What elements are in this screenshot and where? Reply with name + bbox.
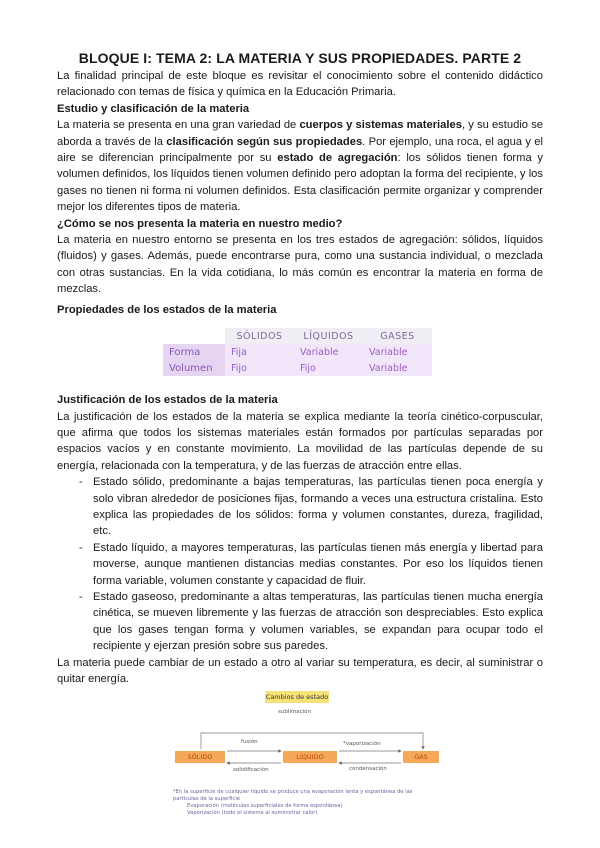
list-item: - Estado líquido, a mayores temperaturas, las partículas tienen más energía y libertad para moverse, aunque mantienen distancias medias constantes. Por eso los líquidos tienen forma variable, volumen constante y capacidad de fluir.	[79, 540, 543, 589]
table-row	[163, 344, 432, 360]
closing-paragraph: La materia puede cambiar de un estado a otro al variar su temperatura, es decir, al suministrar o quitar energía.	[57, 656, 543, 685]
state-gas-box: GAS	[403, 751, 439, 763]
states-table-wrap	[163, 328, 543, 376]
fusion-label: fusión	[241, 739, 258, 746]
list-item: - Estado sólido, predominante a bajas temperaturas, las partículas tienen poca energía y solo vibran alrededor de posiciones fijas, formando a veces una estructura cristalina. Esto explica las propiedades de los sólidos: forma y volumen constantes, dureza, fragilidad, etc.	[79, 474, 543, 540]
table-cell: Fijo	[294, 360, 363, 376]
states-properties-table	[163, 328, 432, 376]
vaporization-label: *vaporización	[343, 741, 381, 748]
condensation-label: condensación	[349, 766, 387, 773]
diagram-note-evaporation: Evaporación (moléculas superficiales de forma espontánea)	[187, 803, 343, 810]
solidification-label: solidificación	[233, 767, 269, 774]
table-row-label: Volumen	[163, 360, 225, 376]
medio-paragraph: La materia en nuestro entorno se presenta en los tres estados de agregación: sólidos, líquidos (fluidos) y gases. Además, puede encontrarse pura, como una sustancia individual, o mezclada con otras sustancias. En la vida cotidiana, lo más común es encontrar la materia en forma de mezclas.	[57, 234, 543, 296]
intro-paragraph: La finalidad principal de este bloque es revisitar el conocimiento sobre el contenido didáctico relacionado con temas de física y química en la Educación Primaria.	[57, 70, 543, 99]
state-liquid-box: LÍQUIDO	[283, 751, 337, 763]
diagram-footnote: *En la superficie de cualquier líquido se produce una evaporación lenta y espontánea de las partículas de la superficie	[173, 789, 413, 803]
table-header-cell: SÓLIDOS	[225, 328, 294, 344]
state-solid-box: SÓLIDO	[175, 751, 225, 763]
diagram-note-vaporization: Vaporización (todo el sistema al suministrar calor)	[187, 810, 318, 817]
table-cell: Variable	[363, 344, 432, 360]
list-item: - Estado gaseoso, predominante a altas temperaturas, las partículas tienen mucha energía cinética, se mueven libremente y las fuerzas de atracción son despreciables. Esto explica que los gases tengan forma y volumen variables, se expandan para ocupar todo el recipiente y ejerzan presión sobre sus paredes.	[79, 589, 543, 655]
table-cell: Fija	[225, 344, 294, 360]
document-page	[57, 50, 543, 841]
diagram-title: Cambios de estado	[265, 693, 329, 702]
table-row	[163, 360, 432, 376]
table-header-cell: LÍQUIDOS	[294, 328, 363, 344]
section-heading-propiedades: Propiedades de los estados de la materia	[57, 303, 277, 316]
section-heading-estudio: Estudio y clasificación de la materia	[57, 102, 250, 115]
state-changes-diagram	[175, 691, 475, 841]
table-row-label: Forma	[163, 344, 225, 360]
sublimation-label: sublimación	[278, 709, 312, 716]
table-cell: Variable	[294, 344, 363, 360]
section-heading-medio: ¿Cómo se nos presenta la materia en nuestro medio?	[57, 217, 343, 230]
estudio-paragraph: La materia se presenta en una gran variedad de cuerpos y sistemas materiales, y su estudio se aborda a través de la clasificación según sus propiedades. Por ejemplo, una roca, el agua y el aire se diferencian principalmente por su estado de agregación: los sólidos tienen forma y volumen definidos, los líquidos tienen volumen definido pero adoptan la forma del recipiente, y los gases no tienen ni forma ni volumen definidos. Esta clasificación permite organizar y comprender mejor los diferentes tipos de materia.	[57, 119, 544, 214]
states-list	[79, 474, 543, 654]
table-header-row	[163, 328, 432, 344]
section-heading-justificacion: Justificación de los estados de la materia	[57, 394, 278, 407]
justificacion-paragraph: La justificación de los estados de la materia se explica mediante la teoría cinético-corpuscular, que afirma que todos los sistemas materiales están formados por partículas separadas por espacios vacíos y en constante movimiento. La movilidad de las partículas depende de su energía, relacionada con la temperatura, y de las fuerzas de atracción entre ellas.	[57, 410, 543, 472]
diagram-arrows	[175, 691, 475, 841]
table-cell: Fijo	[225, 360, 294, 376]
table-header-cell: GASES	[363, 328, 432, 344]
table-cell: Variable	[363, 360, 432, 376]
page-title: BLOQUE I: TEMA 2: LA MATERIA Y SUS PROPIEDADES. PARTE 2	[78, 50, 522, 66]
